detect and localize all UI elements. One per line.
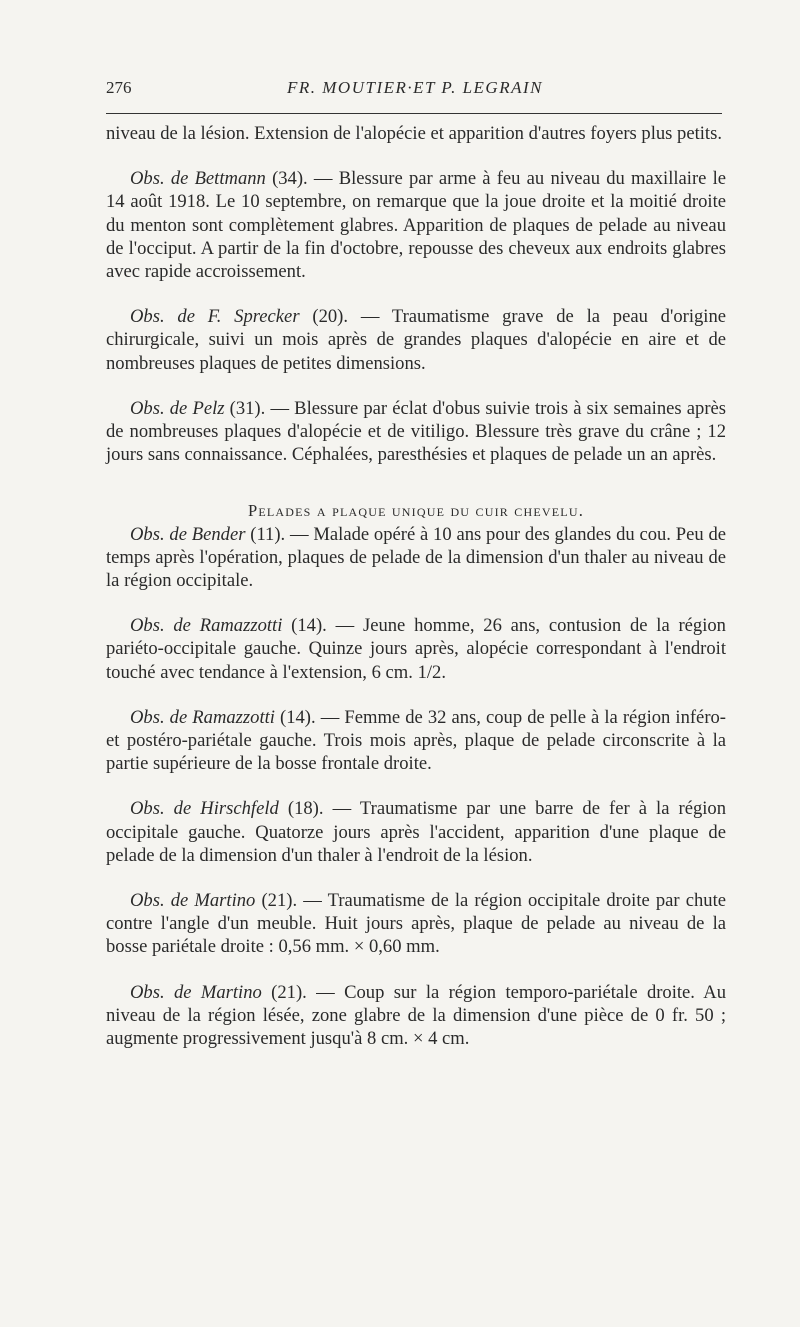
- observation-paragraph: [106, 523, 726, 593]
- observation-text: — Jeune homme, 26 ans, contusion de la région pariéto-occipitale gauche. Quinze jours après, alopécie correspondant à l'endroit touché avec tendance à l'extension, 6 cm. 1/2.: [106, 615, 726, 683]
- observation-ref: (14).: [291, 615, 327, 637]
- observation-ref: (20).: [312, 306, 349, 328]
- observation-label: Obs. de F. Sprecker: [130, 306, 300, 328]
- observation-paragraph: [106, 797, 726, 867]
- observation-text: — Coup sur la région temporo-pariétale droite. Au niveau de la région lésée, zone glabre de la dimension d'une pièce de 0 fr. 50 ; augmente progressivement jusqu'à 8 cm. × 4 cm.: [106, 981, 727, 1050]
- observation-label: Obs. de Ramazzotti: [130, 615, 283, 637]
- observation-label: Obs. de Bender: [130, 523, 246, 545]
- observation-label: Obs. de Martino: [130, 981, 262, 1003]
- observation-paragraph: [106, 167, 726, 283]
- observation-paragraph: [106, 614, 726, 684]
- observation-ref: (34).: [272, 168, 308, 190]
- observation-text: — Blessure par éclat d'obus suivie trois à six semaines après de nombreuses plaques d'alopécie et de vitiligo. Blessure très grave du crâne ; 12 jours sans connaissance. Céphalées, paresthésies et plaques de pelade un an après.: [106, 397, 726, 466]
- observation-paragraph: [106, 889, 726, 959]
- observation-ref: (11).: [250, 523, 286, 545]
- observation-text: — Traumatisme de la région occipitale droite par chute contre l'angle d'un meuble. Huit jours après, plaque de pelade au niveau de la bosse pariétale droite : 0,56 mm. × 0,60 mm.: [106, 890, 726, 958]
- observation-paragraph: [106, 305, 726, 375]
- observation-text: — Blessure par arme à feu au niveau du maxillaire le 14 août 1918. Le 10 septembre, on remarque que la joue droite et la moitié droite du menton sont complètement glabres. Apparition de plaques de pelade au niveau de l'occiput. A partir de la fin d'octobre, repousse des cheveux aux endroits glabres avec rapide accroissement.: [106, 168, 727, 283]
- observation-ref: (14).: [280, 706, 316, 728]
- observation-label: Obs. de Pelz: [130, 397, 225, 419]
- page-number: 276: [106, 78, 132, 97]
- continuation-paragraph: niveau de la lésion. Extension de l'alopécie et apparition d'autres foyers plus petits.: [106, 123, 722, 144]
- running-head: FR. MOUTIER·ET P. LEGRAIN: [287, 78, 543, 97]
- observation-text: — Traumatisme grave de la peau d'origine chirurgicale, suivi un mois après de grandes plaques d'alopécie en aire et de nombreuses plaques de petites dimensions.: [106, 306, 726, 374]
- observation-label: Obs. de Hirschfeld: [130, 798, 279, 820]
- observation-ref: (21).: [261, 890, 298, 912]
- observation-ref: (31).: [229, 397, 266, 419]
- page-header: [106, 76, 724, 104]
- observation-paragraph: [106, 981, 726, 1051]
- observation-paragraph: [106, 397, 726, 467]
- observation-text: — Femme de 32 ans, coup de pelle à la région inféro- et postéro-pariétale gauche. Trois mois après, plaque de pelade circonscrite à la partie supérieure de la bosse frontale droite.: [106, 706, 726, 775]
- observation-label: Obs. de Ramazzotti: [130, 706, 275, 728]
- observation-ref: (21).: [271, 981, 307, 1003]
- header-rule: [106, 113, 722, 114]
- observation-label: Obs. de Bettmann: [130, 168, 266, 190]
- observation-text: — Traumatisme par une barre de fer à la région occipitale gauche. Quatorze jours après l'accident, apparition d'une plaque de pelade de la dimension d'un thaler à l'endroit de la lésion.: [106, 798, 727, 866]
- observation-ref: (18).: [287, 798, 324, 820]
- section-title: Pelades a plaque unique du cuir chevelu.: [247, 501, 585, 521]
- page-body: [106, 122, 726, 1050]
- observation-label: Obs. de Martino: [130, 890, 256, 912]
- observation-paragraph: [106, 706, 726, 776]
- observation-text: — Malade opéré à 10 ans pour des glandes du cou. Peu de temps après l'opération, plaques de pelade de la dimension d'un thaler au niveau de la région occipitale.: [106, 523, 726, 592]
